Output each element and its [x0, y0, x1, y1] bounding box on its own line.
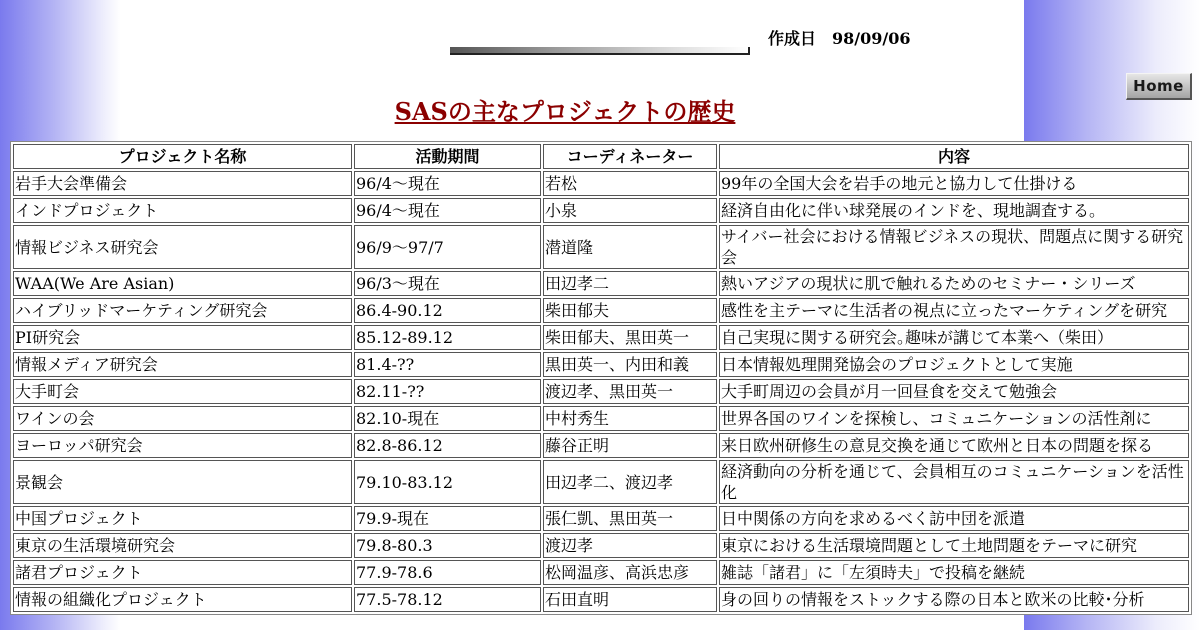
cell-coordinator: 中村秀生 [543, 406, 717, 431]
cell-period: 96/9～97/7 [354, 225, 541, 269]
cell-content: 経済自由化に伴い球発展のインドを、現地調査する。 [719, 198, 1189, 223]
cell-period: 79.9-現在 [354, 506, 541, 531]
cell-coordinator: 田辺孝二、渡辺孝 [543, 460, 717, 504]
decorative-rule [450, 47, 750, 55]
cell-project-name: ワインの会 [13, 406, 352, 431]
table-row [13, 587, 1189, 612]
cell-coordinator: 松岡温彦、高浜忠彦 [543, 560, 717, 585]
col-header-period: 活動期間 [354, 144, 541, 169]
table-row [13, 506, 1189, 531]
cell-project-name: 大手町会 [13, 379, 352, 404]
cell-period: 96/4～現在 [354, 171, 541, 196]
cell-project-name: PI研究会 [13, 325, 352, 350]
cell-coordinator: 渡辺孝 [543, 533, 717, 558]
table-row [13, 406, 1189, 431]
cell-project-name: ヨーロッパ研究会 [13, 433, 352, 458]
cell-project-name: 情報の組織化プロジェクト [13, 587, 352, 612]
cell-project-name: 景観会 [13, 460, 352, 504]
cell-period: 82.11-?? [354, 379, 541, 404]
col-header-content: 内容 [719, 144, 1189, 169]
cell-period: 77.5-78.12 [354, 587, 541, 612]
cell-project-name: インドプロジェクト [13, 198, 352, 223]
table-row [13, 352, 1189, 377]
cell-project-name: 岩手大会準備会 [13, 171, 352, 196]
cell-period: 86.4-90.12 [354, 298, 541, 323]
home-button[interactable]: Home [1126, 73, 1192, 100]
cell-content: 身の回りの情報をストックする際の日本と欧米の比較･分析 [719, 587, 1189, 612]
project-history-table [10, 141, 1192, 615]
table-row [13, 325, 1189, 350]
table-row [13, 225, 1189, 269]
cell-content: 日本情報処理開発協会のプロジェクトとして実施 [719, 352, 1189, 377]
cell-period: 79.8-80.3 [354, 533, 541, 558]
cell-coordinator: 石田直明 [543, 587, 717, 612]
cell-content: 世界各国のワインを探検し、コミュニケーションの活性剤に [719, 406, 1189, 431]
cell-content: 日中関係の方向を求めるべく訪中団を派遣 [719, 506, 1189, 531]
cell-coordinator: 田辺孝二 [543, 271, 717, 296]
cell-content: 来日欧州研修生の意見交換を通じて欧州と日本の問題を探る [719, 433, 1189, 458]
cell-coordinator: 潜道隆 [543, 225, 717, 269]
cell-period: 82.10-現在 [354, 406, 541, 431]
cell-project-name: 情報ビジネス研究会 [13, 225, 352, 269]
cell-content: 感性を主テーマに生活者の視点に立ったマーケティングを研究 [719, 298, 1189, 323]
page-title: SASの主なプロジェクトの歴史 [394, 97, 736, 126]
cell-content: 熱いアジアの現状に肌で触れるためのセミナー・シリーズ [719, 271, 1189, 296]
cell-coordinator: 柴田郁夫、黒田英一 [543, 325, 717, 350]
cell-period: 81.4-?? [354, 352, 541, 377]
creation-date [768, 26, 911, 49]
cell-period: 82.8-86.12 [354, 433, 541, 458]
cell-project-name: ハイブリッドマーケティング研究会 [13, 298, 352, 323]
creation-date-value: 98/09/06 [832, 29, 911, 48]
table-row [13, 171, 1189, 196]
cell-project-name: 諸君プロジェクト [13, 560, 352, 585]
cell-project-name: 中国プロジェクト [13, 506, 352, 531]
creation-date-label: 作成日 [768, 29, 817, 48]
cell-content: 東京における生活環境問題として土地問題をテーマに研究 [719, 533, 1189, 558]
table-row [13, 198, 1189, 223]
table-row [13, 271, 1189, 296]
cell-content: 自己実現に関する研究会｡趣味が講じて本業へ（柴田） [719, 325, 1189, 350]
table-header-row [13, 144, 1189, 169]
col-header-coordinator: コーディネーター [543, 144, 717, 169]
col-header-project-name: プロジェクト名称 [13, 144, 352, 169]
cell-coordinator: 若松 [543, 171, 717, 196]
cell-period: 96/3～現在 [354, 271, 541, 296]
cell-coordinator: 柴田郁夫 [543, 298, 717, 323]
cell-content: 経済動向の分析を通じて、会員相互のコミュニケーションを活性化 [719, 460, 1189, 504]
cell-coordinator: 小泉 [543, 198, 717, 223]
cell-coordinator: 藤谷正明 [543, 433, 717, 458]
cell-period: 96/4～現在 [354, 198, 541, 223]
table-row [13, 298, 1189, 323]
cell-content: 大手町周辺の会員が月一回昼食を交えて勉強会 [719, 379, 1189, 404]
table-row [13, 533, 1189, 558]
cell-period: 85.12-89.12 [354, 325, 541, 350]
table-row [13, 460, 1189, 504]
cell-content: サイバー社会における情報ビジネスの現状、問題点に関する研究会 [719, 225, 1189, 269]
cell-period: 79.10-83.12 [354, 460, 541, 504]
cell-coordinator: 渡辺孝、黒田英一 [543, 379, 717, 404]
cell-coordinator: 黒田英一、内田和義 [543, 352, 717, 377]
cell-content: 99年の全国大会を岩手の地元と協力して仕掛ける [719, 171, 1189, 196]
cell-project-name: WAA(We Are Asian) [13, 271, 352, 296]
cell-project-name: 情報メディア研究会 [13, 352, 352, 377]
cell-content: 雑誌「諸君」に「左須時夫」で投稿を継続 [719, 560, 1189, 585]
cell-coordinator: 張仁凱、黒田英一 [543, 506, 717, 531]
table-row [13, 560, 1189, 585]
cell-period: 77.9-78.6 [354, 560, 541, 585]
cell-project-name: 東京の生活環境研究会 [13, 533, 352, 558]
table-row [13, 379, 1189, 404]
table-row [13, 433, 1189, 458]
